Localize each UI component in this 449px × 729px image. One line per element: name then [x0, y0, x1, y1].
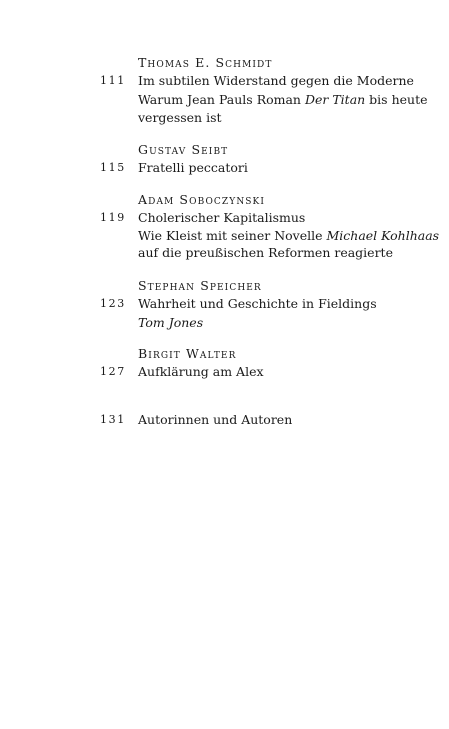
- entry-page-number: 127: [100, 365, 126, 378]
- entry-page-number: 123: [100, 297, 126, 310]
- entry-author: Stephan Speicher: [138, 278, 262, 293]
- entry-page-number: 111: [100, 74, 126, 87]
- work-title: Der Titan: [304, 92, 366, 107]
- entry-page-number: 131: [100, 413, 126, 426]
- entry-subtitle: Wie Kleist mit seiner Novelle Michael Kohlhaas: [138, 228, 440, 243]
- entry-title: Autorinnen und Autoren: [138, 412, 293, 427]
- entry-subtitle-continued: auf die preußischen Reformen reagierte: [138, 245, 393, 260]
- entry-title: Im subtilen Widerstand gegen die Moderne: [138, 73, 414, 88]
- entry-title: Wahrheit und Geschichte in Fieldings: [138, 296, 377, 311]
- entry-subtitle-continued: vergessen ist: [138, 110, 222, 125]
- entry-page-number: 115: [100, 161, 126, 174]
- entry-title: Aufklärung am Alex: [138, 364, 264, 379]
- entry-title: Cholerischer Kapitalismus: [138, 210, 306, 225]
- work-title: Tom Jones: [138, 315, 204, 330]
- entry-subtitle: Warum Jean Pauls Roman Der Titan bis heute: [138, 92, 428, 107]
- entry-author: Gustav Seibt: [138, 142, 229, 157]
- entry-page-number: 119: [100, 211, 126, 224]
- entry-author: Adam Soboczynski: [138, 192, 266, 207]
- entry-title: Fratelli peccatori: [138, 160, 248, 175]
- entry-author: Birgit Walter: [138, 346, 237, 361]
- entry-author: Thomas E. Schmidt: [138, 55, 273, 70]
- work-title: Michael Kohlhaas: [326, 228, 440, 243]
